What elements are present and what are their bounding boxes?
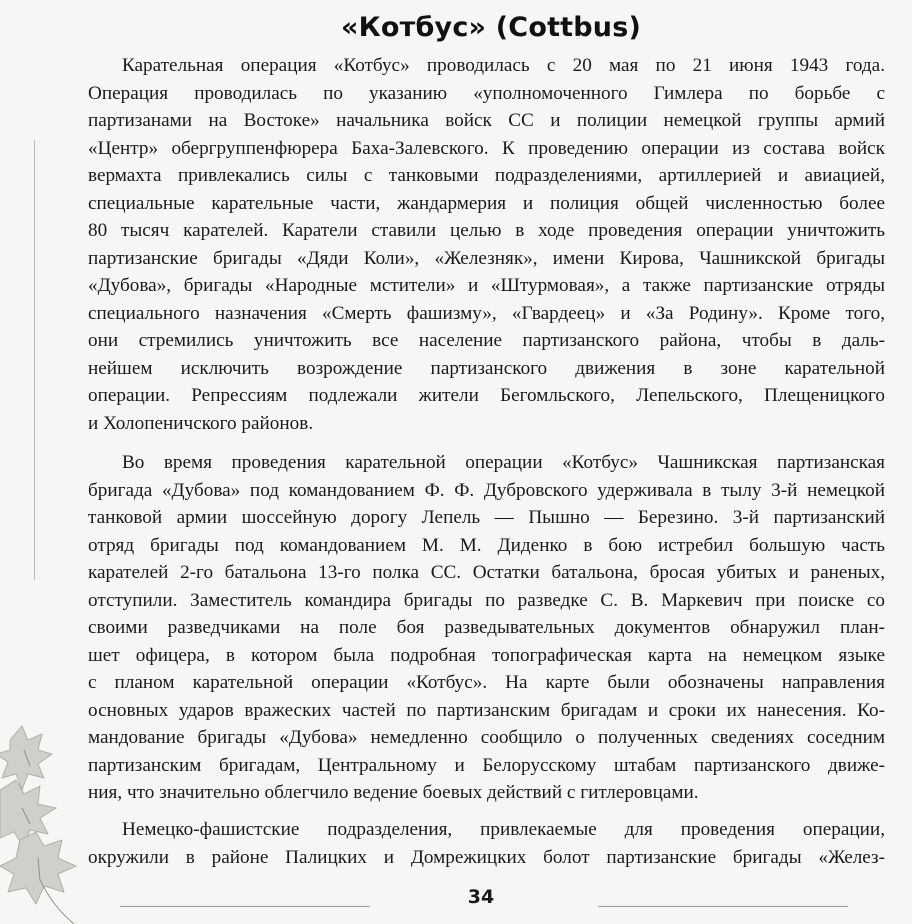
text-line: операции. Репрессиям подлежали жители Бегомльского, Лепельского, Плещеницкого: [88, 385, 885, 406]
paragraph-1: [88, 52, 885, 437]
text-line: отряд бригады под командованием М. М. Диденко в бою истребил большую часть: [88, 534, 885, 556]
text-line: отступили. Заместитель командира бригады по разведке С. В. Маркевич при поиске со: [88, 589, 885, 611]
page-number: 34: [467, 886, 495, 908]
text-line: Немецко-фашистские подразделения, привлекаемые для проведения операции,: [122, 819, 885, 840]
text-line: Операция проводилась по указанию «уполномоченного Гимлера по борьбе с: [88, 82, 885, 104]
footer-rule-right: [598, 906, 848, 907]
text-line: вермахта привлекались силы с танковыми подразделениями, артиллерией и авиацией,: [88, 165, 885, 186]
margin-rule: [34, 140, 35, 580]
text-line: шет офицера, в котором была подробная топографическая карта на немецком языке: [88, 644, 885, 666]
text-line: карателей 2-го батальона 13-го полка СС. Остатки батальона, бросая убитых и раненых,: [88, 562, 885, 583]
text-line: своими разведчиками на поле боя разведывательных документов обнаружил план-: [88, 617, 885, 638]
text-line: танковой армии шоссейную дорогу Лепель — Пышно — Березино. 3-й партизанский: [88, 507, 885, 528]
paragraph-3: [88, 816, 885, 871]
text-line: специального назначения «Смерть фашизму», «Гвардеец» и «За Родину». Кроме того,: [88, 302, 885, 324]
text-line: партизанами на Востоке» начальника войск СС и полиции немецкой группы армий: [88, 110, 885, 131]
text-line: окружили в районе Палицких и Домрежицких болот партизанские бригады «Желез-: [88, 846, 885, 868]
text-line: специальные карательные части, жандармерия и полиция общей численностью более: [88, 192, 885, 214]
text-line: Карательная операция «Котбус» проводилась с 20 мая по 21 июня 1943 года.: [122, 55, 885, 76]
text-line: «Дубова», бригады «Народные мстители» и «Штурмовая», а также партизанские отряды: [88, 275, 885, 296]
text-line: 80 тысяч карателей. Каратели ставили целью в ходе проведения операции уничтожить: [88, 220, 885, 241]
text-line: бригада «Дубова» под командованием Ф. Ф. Дубровского удерживала в тылу 3-й немецкой: [88, 479, 885, 501]
text-line: и Холопеничского районов.: [88, 412, 314, 434]
text-line: «Центр» обергруппенфюрера Баха-Залевского. К проведению операции из состава войск: [88, 137, 885, 159]
text-line: ния, что значительно облегчило ведение боевых действий с гитлеровцами.: [88, 782, 699, 803]
page-title: «Котбус» (Cottbus): [340, 12, 642, 43]
text-line: основных ударов вражеских частей по партизанским бригадам и сроки их нанесения. Ко-: [88, 699, 885, 721]
text-line: Во время проведения карательной операции «Котбус» Чашникская партизанская: [122, 452, 885, 473]
text-line: мандование бригады «Дубова» немедленно сообщило о полученных сведениях соседним: [88, 727, 885, 748]
text-line: нейшем исключить возрождение партизанского движения в зоне карательной: [88, 357, 885, 379]
text-line: партизанские бригады «Дяди Коли», «Железняк», имени Кирова, Чашникской бригады: [88, 247, 885, 269]
text-line: они стремились уничтожить все население партизанского района, чтобы в даль-: [88, 330, 885, 351]
text-line: с планом карательной операции «Котбус». На карте были обозначены направления: [88, 672, 885, 693]
paragraph-2: [88, 449, 885, 807]
text-line: партизанским бригадам, Центральному и Белорусскому штабам партизанского движе-: [88, 754, 885, 776]
